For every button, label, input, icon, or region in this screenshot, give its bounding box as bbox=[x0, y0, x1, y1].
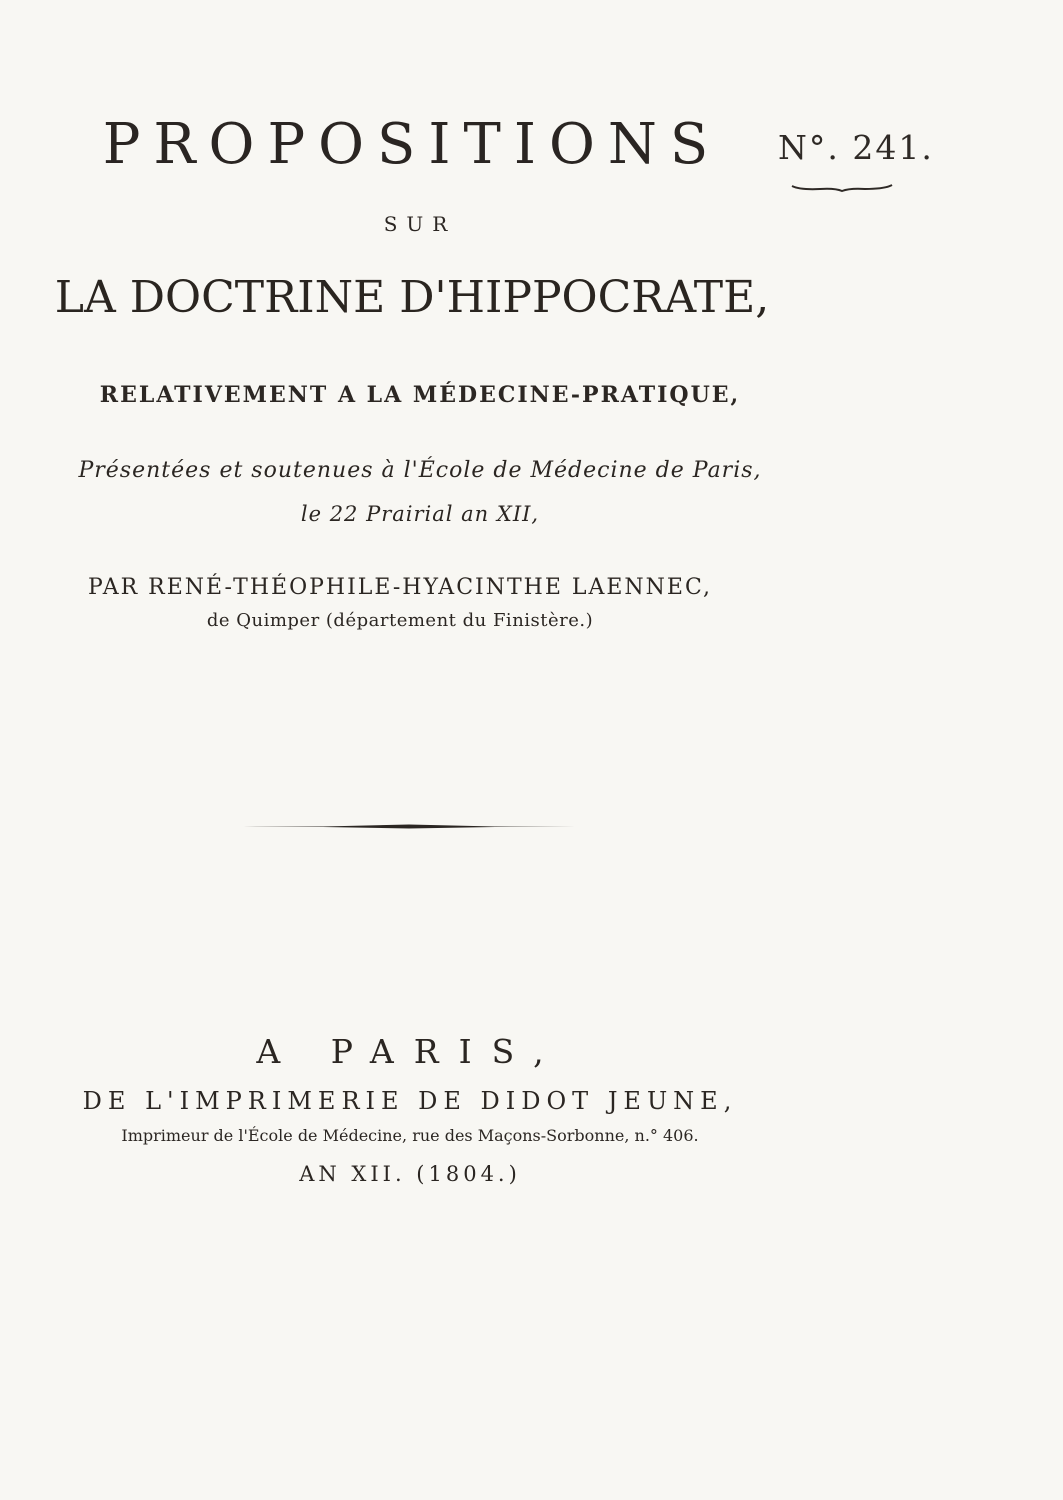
book-title: PROPOSITIONS bbox=[102, 112, 722, 177]
sur-label: SUR bbox=[383, 212, 457, 236]
subject-heading: LA DOCTRINE D'HIPPOCRATE, bbox=[54, 272, 770, 323]
catalog-number: N°. 241. bbox=[778, 128, 934, 167]
presentation-line: Présentées et soutenues à l'École de Médecine de Paris, bbox=[78, 458, 762, 483]
author-origin: de Quimper (département du Finistère.) bbox=[206, 610, 594, 631]
imprint-year: AN XII. (1804.) bbox=[299, 1162, 521, 1186]
subtitle: RELATIVEMENT A LA MÉDECINE-PRATIQUE, bbox=[99, 382, 741, 408]
imprint-city: A PARIS, bbox=[256, 1032, 564, 1071]
imprint-address: Imprimeur de l'École de Médecine, rue des Maçons-Sorbonne, n.° 406. bbox=[121, 1126, 699, 1145]
date-line: le 22 Prairial an XII, bbox=[300, 502, 540, 526]
author-line: PAR RENÉ-THÉOPHILE-HYACINTHE LAENNEC, bbox=[87, 575, 713, 600]
catalog-number-underline bbox=[790, 183, 894, 193]
imprint-printer: DE L'IMPRIMERIE DE DIDOT JEUNE, bbox=[82, 1087, 738, 1115]
ornamental-rule bbox=[243, 824, 576, 829]
